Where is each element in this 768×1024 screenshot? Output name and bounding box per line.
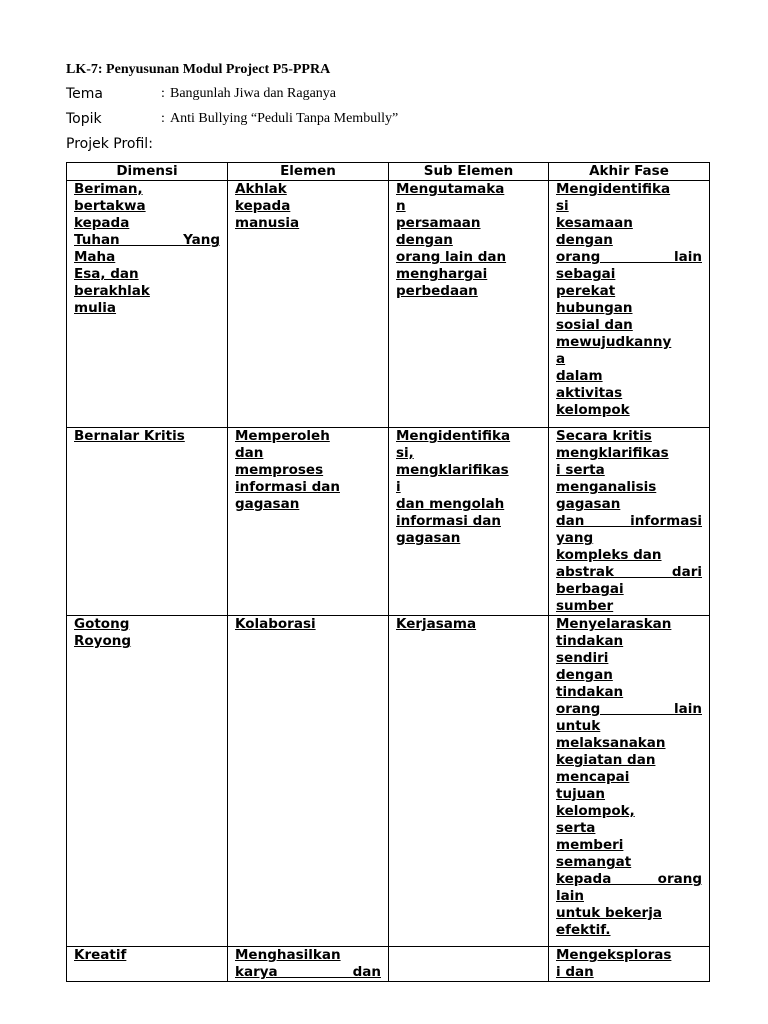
column-header-akhir-fase: Akhir Fase (549, 163, 710, 181)
cell-text-line: Menyelaraskan (556, 616, 672, 632)
meta-key-topik: Topik (66, 111, 102, 127)
cell-text-line: yang (556, 530, 594, 546)
cell-text-line: dan informasi (556, 513, 702, 529)
cell-text-line: serta (556, 820, 596, 836)
table-cell-sub-elemen (389, 181, 549, 428)
table-cell-akhir-fase (549, 181, 710, 428)
table-body (67, 181, 710, 982)
cell-text-line: Mengeksploras (556, 947, 672, 963)
cell-text-line: Mengidentifika (396, 428, 511, 444)
cell-text-line: Kreatif (74, 947, 127, 963)
cell-text-line: informasi dan (396, 513, 501, 529)
cell-text-line: mengklarifikas (556, 445, 669, 461)
table-row (67, 947, 710, 982)
cell-text-line: dan (235, 445, 264, 461)
cell-text-line: sosial dan (556, 317, 633, 333)
cell-text-line: berbagai (556, 581, 624, 597)
cell-text-line: a (556, 351, 566, 367)
cell-text-line: mewujudkanny (556, 334, 672, 350)
cell-text-line: gagasan (396, 530, 461, 546)
cell-text-line: sendiri (556, 650, 609, 666)
column-header-elemen: Elemen (228, 163, 389, 181)
table-cell-elemen (228, 947, 389, 982)
table-cell-akhir-fase (549, 947, 710, 982)
cell-text-line: sumber (556, 598, 614, 614)
cell-text-line: Maha (74, 249, 116, 265)
cell-text-line: perbedaan (396, 283, 478, 299)
cell-text-line: Secara kritis (556, 428, 652, 444)
cell-text-line: Gotong (74, 616, 130, 632)
cell-text-line: Tuhan Yang (74, 232, 220, 248)
cell-text-line: Royong (74, 633, 132, 649)
table-cell-dimensi (67, 616, 228, 947)
table-cell-sub-elemen (389, 616, 549, 947)
meta-separator: : (161, 86, 165, 101)
cell-text-line: orang lain (556, 701, 702, 717)
cell-text-line: abstrak dari (556, 564, 702, 580)
table-cell-elemen (228, 181, 389, 428)
cell-text-line: i serta (556, 462, 605, 478)
table-cell-dimensi (67, 947, 228, 982)
meta-value-topik: Anti Bullying “Peduli Tanpa Membully” (170, 111, 399, 126)
cell-text-line: tindakan (556, 684, 624, 700)
cell-text-line: menghargai (396, 266, 488, 282)
projek-profil-label: Projek Profil: (66, 136, 153, 152)
cell-text-line: orang lain (556, 249, 702, 265)
meta-value-tema: Bangunlah Jiwa dan Raganya (170, 86, 337, 101)
cell-text-line: menganalisis (556, 479, 657, 495)
cell-text-line: informasi dan (235, 479, 340, 495)
cell-text-line: Mengutamaka (396, 181, 505, 197)
table-cell-elemen (228, 616, 389, 947)
cell-text-line: karya dan (235, 964, 381, 980)
cell-text-line: Memperoleh (235, 428, 330, 444)
cell-text-line: mencapai (556, 769, 630, 785)
cell-text-line: mulia (74, 300, 117, 316)
cell-text-line: untuk (556, 718, 601, 734)
cell-text-line: tindakan (556, 633, 624, 649)
cell-text-line: Kolaborasi (235, 616, 316, 632)
cell-text-line: dengan (396, 232, 453, 248)
cell-text-line: kepada (235, 198, 291, 214)
table-cell-akhir-fase (549, 428, 710, 616)
cell-text-line: hubungan (556, 300, 633, 316)
cell-text-line: lain (556, 888, 584, 904)
cell-text-line: gagasan (556, 496, 621, 512)
meta-separator: : (161, 111, 165, 126)
meta-key-tema: Tema (66, 86, 104, 102)
cell-text-line: memproses (235, 462, 324, 478)
cell-text-line: i (396, 479, 401, 495)
column-header-dimensi: Dimensi (67, 163, 228, 181)
cell-text-line: Kerjasama (396, 616, 477, 632)
cell-text-line: Esa, dan (74, 266, 139, 282)
cell-text-line: si, (396, 445, 414, 461)
cell-text-line: dalam (556, 368, 603, 384)
cell-text-line: dengan (556, 667, 613, 683)
cell-text-line: mengklarifikas (396, 462, 509, 478)
cell-text-line: untuk bekerja (556, 905, 662, 921)
cell-text-line: Akhlak (235, 181, 287, 197)
cell-text-line: Mengidentifika (556, 181, 671, 197)
table-cell-elemen (228, 428, 389, 616)
table-cell-dimensi (67, 428, 228, 616)
cell-text-line: Menghasilkan (235, 947, 341, 963)
cell-text-line: kelompok (556, 402, 630, 418)
cell-text-line: orang lain dan (396, 249, 507, 265)
cell-text-line: si (556, 198, 569, 214)
cell-text-line: kelompok, (556, 803, 635, 819)
cell-text-line: i dan (556, 964, 594, 980)
table-cell-dimensi (67, 181, 228, 428)
cell-text-line: memberi (556, 837, 624, 853)
table-row (67, 428, 710, 616)
cell-text-line: berakhlak (74, 283, 150, 299)
cell-text-line: bertakwa (74, 198, 146, 214)
table-header-row (67, 163, 710, 181)
cell-text-line: Beriman, (74, 181, 143, 197)
table-row (67, 181, 710, 428)
cell-text-line: dengan (556, 232, 613, 248)
cell-text-line: persamaan (396, 215, 481, 231)
table-cell-sub-elemen (389, 428, 549, 616)
cell-text-line: manusia (235, 215, 300, 231)
cell-text-line: melaksanakan (556, 735, 666, 751)
cell-text-line: tujuan (556, 786, 606, 802)
column-header-sub-elemen: Sub Elemen (389, 163, 549, 181)
cell-text-line: perekat (556, 283, 616, 299)
profil-table (66, 162, 710, 982)
table-cell-sub-elemen (389, 947, 549, 982)
cell-text-line: sebagai (556, 266, 616, 282)
cell-text-line: kompleks dan (556, 547, 662, 563)
table-row (67, 616, 710, 947)
cell-text-line: kepada orang (556, 871, 702, 887)
cell-text-line: n (396, 198, 406, 214)
cell-text-line: kegiatan dan (556, 752, 656, 768)
cell-text-line: Bernalar Kritis (74, 428, 185, 444)
cell-text-line: efektif. (556, 922, 611, 938)
cell-text-line: semangat (556, 854, 632, 870)
document-title: LK-7: Penyusunan Modul Project P5-PPRA (66, 62, 331, 77)
cell-text-line: kepada (74, 215, 130, 231)
cell-text-line: aktivitas (556, 385, 623, 401)
cell-text-line: dan mengolah (396, 496, 505, 512)
cell-text-line: kesamaan (556, 215, 633, 231)
cell-text-line: gagasan (235, 496, 300, 512)
table-cell-akhir-fase (549, 616, 710, 947)
